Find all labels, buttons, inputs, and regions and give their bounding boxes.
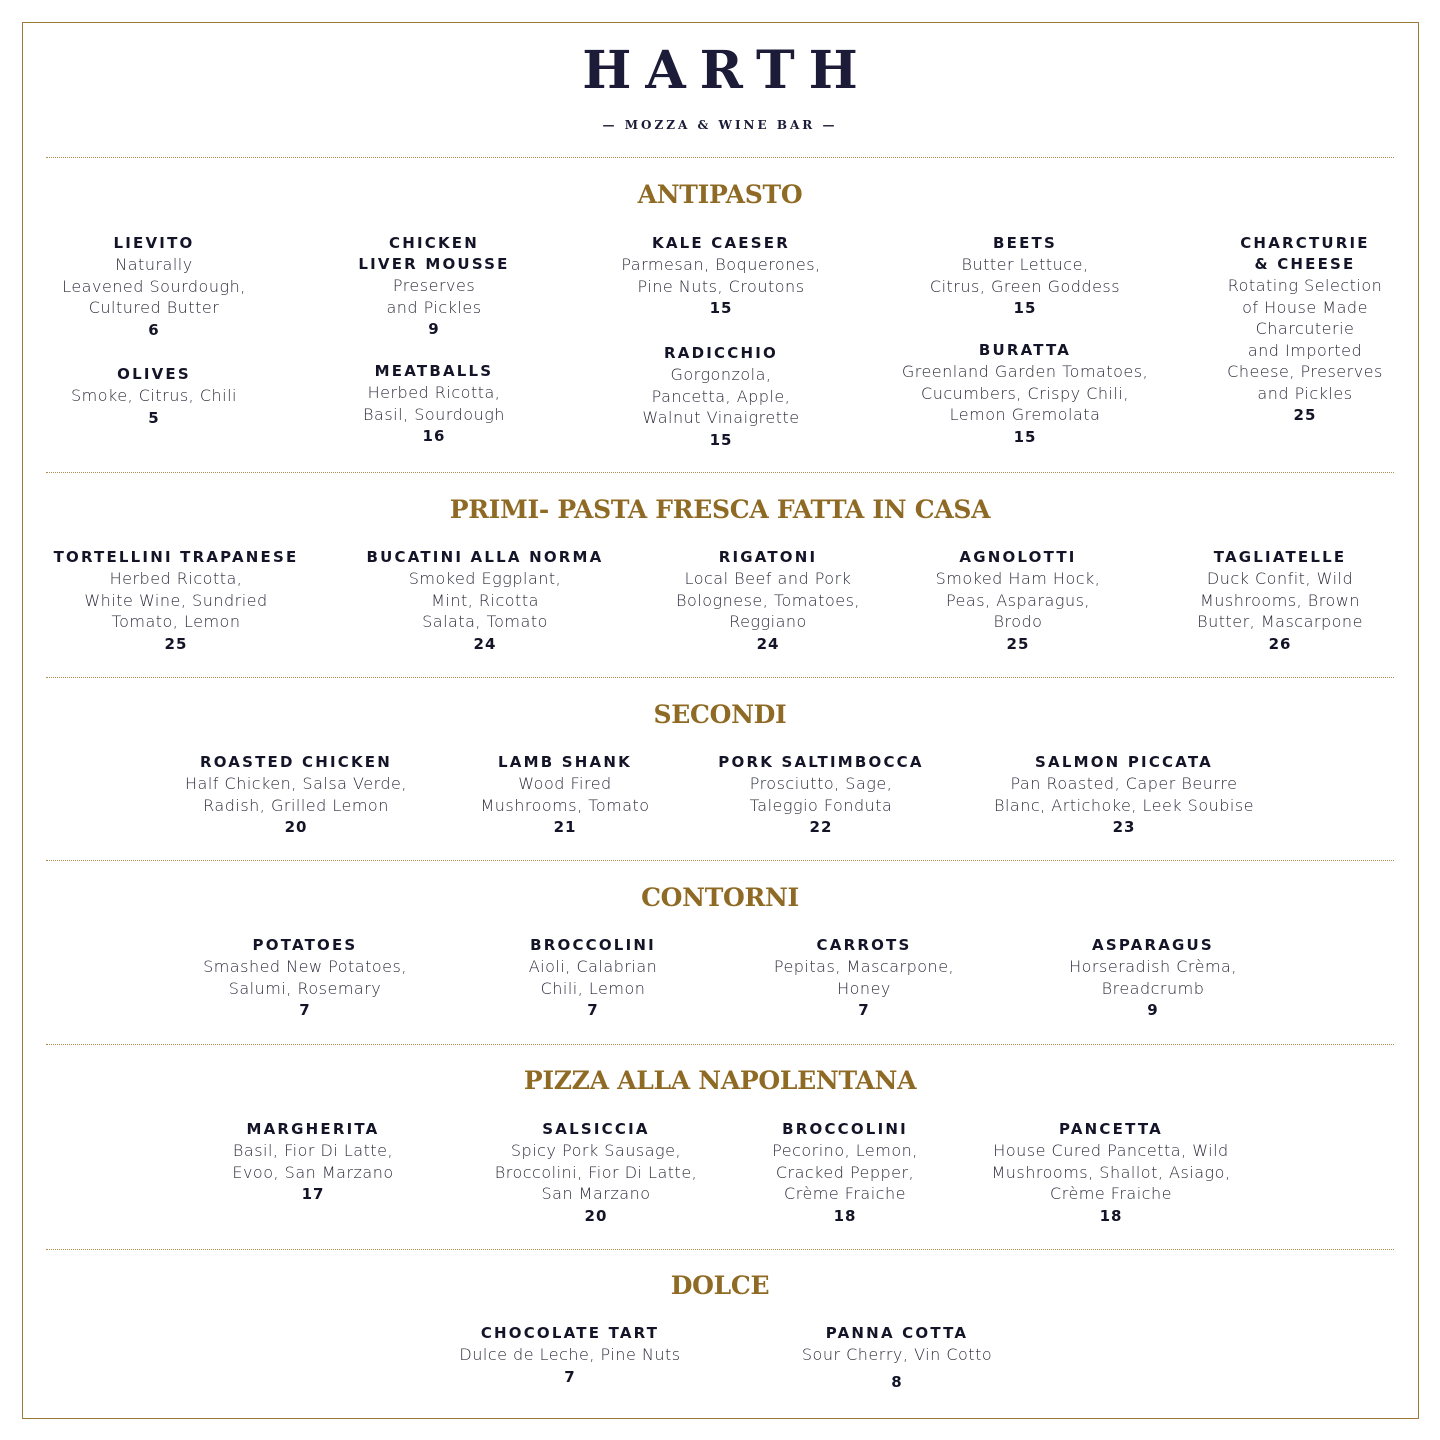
item-description: Smoked Ham Hock, Peas, Asparagus, Brodo [935, 569, 1101, 631]
item-name: TORTELLINI TRAPANESE [53, 548, 299, 566]
menu-item [991, 1119, 1230, 1227]
menu-item [718, 752, 923, 838]
item-price: 16 [422, 427, 446, 445]
menu-item [936, 547, 1101, 655]
item-name: POTATOES [252, 936, 358, 954]
menu-item [529, 935, 658, 1021]
section-title-secondi: SECONDI [653, 700, 787, 729]
item-description: Duck Confit, Wild Mushrooms, Brown Butter, Mascarpone [1197, 569, 1363, 631]
menu-item [54, 547, 299, 655]
item-price: 17 [301, 1185, 325, 1203]
divider [46, 472, 1394, 473]
menu-item [676, 547, 860, 655]
menu-item [232, 1119, 393, 1205]
item-name: CARROTS [816, 936, 912, 954]
menu-item [480, 752, 649, 838]
item-description: Butter Lettuce, Citrus, Green Goddess [929, 255, 1121, 296]
divider [46, 677, 1394, 678]
divider [46, 157, 1394, 158]
item-price: 24 [756, 634, 780, 653]
divider [46, 1249, 1394, 1250]
item-price: 15 [1013, 427, 1037, 446]
item-price: 5 [148, 408, 160, 427]
item-price: 25 [164, 634, 188, 653]
item-description: Local Beef and Pork Bolognese, Tomatoes, Reggiano [676, 569, 860, 631]
item-price: 9 [428, 320, 440, 338]
section-title-dolce: DOLCE [670, 1271, 770, 1300]
item-description: House Cured Pancetta, Wild Mushrooms, Shallot, Asiago, Crème Fraiche [991, 1141, 1231, 1203]
item-price: 15 [709, 430, 733, 449]
menu-item [1069, 935, 1237, 1021]
item-description: Half Chicken, Salsa Verde, Radish, Grilled Lemon [185, 774, 407, 815]
item-name: CHOCOLATE TART [480, 1324, 660, 1342]
item-price: 23 [1112, 818, 1136, 836]
section-title-antipasto: ANTIPASTO [637, 180, 803, 209]
item-name: MARGHERITA [246, 1120, 380, 1138]
item-price: 7 [299, 1001, 311, 1019]
item-name: BROCCOLINI [782, 1120, 908, 1138]
item-description: Basil, Fior Di Latte, Evoo, San Marzano [232, 1141, 394, 1182]
item-price: 15 [1013, 299, 1037, 317]
item-description: Horseradish Crèma, Breadcrumb [1069, 957, 1237, 998]
section-title-pizza: PIZZA ALLA NAPOLENTANA [523, 1066, 917, 1095]
item-name: RADICCHIO [664, 344, 778, 362]
item-description: Wood Fired Mushrooms, Tomato [480, 774, 650, 815]
divider [46, 860, 1394, 861]
item-description: Pan Roasted, Caper Beurre Blanc, Artichoke, Leek Soubise [993, 774, 1255, 815]
menu-item [358, 233, 509, 340]
menu-item [1197, 547, 1363, 655]
item-price: 7 [587, 1001, 599, 1019]
menu-item [203, 935, 407, 1021]
item-price: 18 [1099, 1206, 1123, 1225]
item-price: 25 [1293, 406, 1317, 424]
item-name: MEATBALLS [374, 362, 494, 380]
item-description: Greenland Garden Tomatoes, Cucumbers, Crispy Chili, Lemon Gremolata [901, 362, 1149, 424]
item-name: AGNOLOTTI [959, 548, 1077, 566]
item-name: BEETS [993, 234, 1057, 252]
item-name: OLIVES [117, 365, 191, 383]
item-price: 18 [833, 1206, 857, 1225]
item-name: CHICKEN LIVER MOUSSE [358, 234, 510, 273]
item-name: LAMB SHANK [498, 753, 632, 771]
menu-item [772, 1119, 918, 1227]
item-description: Smoked Eggplant, Mint, Ricotta Salata, Tomato [408, 569, 562, 631]
item-description: Smashed New Potatoes, Salumi, Rosemary [203, 957, 407, 998]
divider [46, 1044, 1394, 1045]
menu-item [774, 935, 954, 1021]
item-price: 24 [473, 634, 497, 653]
item-name: ROASTED CHICKEN [199, 753, 393, 771]
item-description: Pepitas, Mascarpone, Honey [773, 957, 955, 998]
menu-item [642, 343, 799, 451]
item-description: Parmesan, Boquerones, Pine Nuts, Croutons [621, 255, 821, 296]
item-name: PORK SALTIMBOCCA [718, 753, 924, 771]
item-description: Aioli, Calabrian Chili, Lemon [528, 957, 658, 998]
item-description: Herbed Ricotta, White Wine, Sundried Tomato, Lemon [84, 569, 268, 631]
item-price: 26 [1268, 634, 1292, 653]
section-title-contorni: CONTORNI [641, 883, 799, 912]
item-description: Prosciutto, Sage, Taleggio Fonduta [749, 774, 893, 815]
item-price: 21 [553, 818, 577, 836]
item-description: Dulce de Leche, Pine Nuts [459, 1345, 681, 1364]
menu-item [621, 233, 820, 319]
item-description: Spicy Pork Sausage, Broccolini, Fior Di Latte, San Marzano [494, 1141, 698, 1203]
section-title-primi: PRIMI- PASTA FRESCA FATTA IN CASA [449, 495, 991, 524]
menu-item [930, 233, 1120, 319]
menu-item [802, 1323, 992, 1393]
item-name: BUCATINI ALLA NORMA [366, 548, 604, 566]
item-price: 8 [891, 1372, 903, 1391]
item-name: BROCCOLINI [530, 936, 656, 954]
item-description: Herbed Ricotta, Basil, Sourdough [363, 383, 505, 424]
item-name: LIEVITO [113, 234, 195, 252]
item-name: TAGLIATELLE [1213, 548, 1347, 566]
menu-item [994, 752, 1254, 838]
item-name: PANNA COTTA [825, 1324, 969, 1342]
menu-item [185, 752, 407, 838]
brand-tagline: — MOZZA & WINE BAR — [602, 118, 838, 132]
item-price: 15 [709, 299, 733, 317]
menu-item [62, 233, 246, 341]
item-name: KALE CAESER [652, 234, 790, 252]
item-description: Sour Cherry, Vin Cotto [801, 1345, 993, 1364]
item-price: 9 [1147, 1001, 1159, 1019]
item-price: 25 [1006, 634, 1030, 653]
menu-item [363, 361, 505, 447]
brand-logo: HARTH [582, 40, 872, 101]
item-name: PANCETTA [1059, 1120, 1163, 1138]
item-name: SALSICCIA [542, 1120, 650, 1138]
item-name: ASPARAGUS [1092, 936, 1214, 954]
item-name: RIGATONI [718, 548, 818, 566]
item-description: Rotating Selection of House Made Charcuterie and Imported Cheese, Preserves and Pickles [1227, 276, 1383, 403]
item-price: 7 [858, 1001, 870, 1019]
menu-item [71, 364, 237, 429]
menu-item [459, 1323, 680, 1388]
item-price: 20 [284, 818, 308, 836]
item-description: Gorgonzola, Pancetta, Apple, Walnut Vinaigrette [642, 365, 800, 427]
item-description: Pecorino, Lemon, Cracked Pepper, Crème Fraiche [772, 1141, 918, 1203]
menu-item [367, 547, 604, 655]
item-name: BURATTA [978, 341, 1072, 359]
item-price: 7 [564, 1367, 576, 1386]
item-description: Naturally Leavened Sourdough, Cultured Butter [62, 255, 246, 317]
item-description: Preserves and Pickles [386, 276, 482, 317]
menu-item [902, 340, 1148, 448]
item-name: SALMON PICCATA [1035, 753, 1213, 771]
item-name: CHARCTURIE & CHEESE [1240, 234, 1370, 273]
item-price: 20 [584, 1206, 608, 1225]
menu-item [495, 1119, 698, 1227]
item-price: 22 [809, 818, 833, 836]
item-description: Smoke, Citrus, Chili [70, 386, 238, 405]
item-price: 6 [148, 320, 160, 339]
menu-item [1227, 233, 1383, 426]
